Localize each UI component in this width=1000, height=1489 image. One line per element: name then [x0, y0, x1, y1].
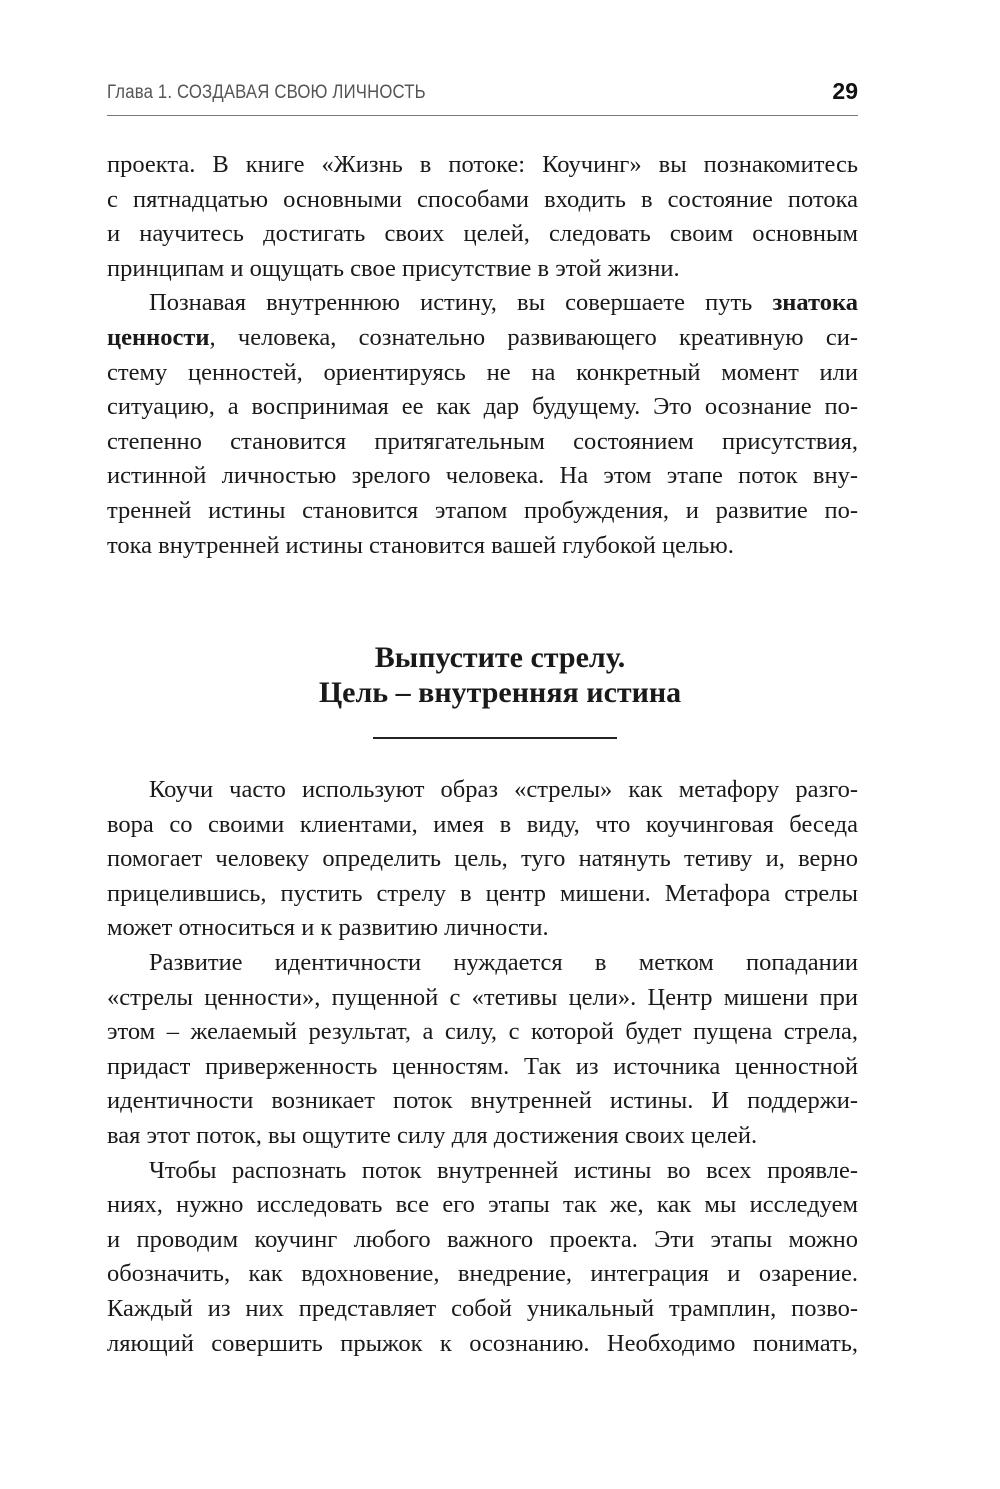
text-line	[107, 148, 858, 183]
text-span: прицелившись, пустить стрелу в центр мишени. Метафора стрелы	[107, 879, 858, 907]
text-line	[107, 252, 858, 287]
text-span: степенно становится притягательным состоянием присутствия,	[107, 427, 858, 455]
section-heading	[0, 640, 1000, 710]
text-span: идентичности возникает поток внутренней истины. И поддержи-	[107, 1087, 858, 1115]
text-line	[107, 773, 858, 808]
body-text-top	[107, 148, 858, 563]
text-span: этом – желаемый результат, а силу, с которой будет пущена стрела,	[107, 1018, 858, 1046]
body-text-bottom	[107, 773, 858, 1361]
text-line	[107, 1154, 858, 1189]
text-line	[107, 877, 858, 912]
chapter-title: Глава 1. СОЗДАВАЯ СВОЮ ЛИЧНОСТЬ	[107, 82, 426, 103]
text-span: с пятнадцатью основными способами входить в состояние потока	[107, 185, 858, 213]
text-span: Чтобы распознать поток внутренней истины во всех проявле-	[149, 1156, 858, 1184]
header-divider	[107, 115, 858, 116]
text-span: может относиться и к развитию личности.	[107, 914, 549, 942]
text-line	[107, 1327, 858, 1362]
text-line	[107, 183, 858, 218]
text-span: Развитие идентичности нуждается в метком попадании	[149, 948, 858, 976]
text-span: Познавая внутреннюю истину, вы совершаете путь	[149, 289, 773, 317]
paragraph	[107, 1154, 858, 1362]
text-span: Коучи часто используют образ «стрелы» как метафору разго-	[149, 776, 858, 803]
heading-divider	[373, 737, 617, 739]
text-line	[107, 1257, 858, 1292]
text-span: принципам и ощущать свое присутствие в этой жизни.	[107, 254, 680, 282]
text-line	[107, 946, 858, 981]
bold-term: знатока	[772, 289, 858, 317]
text-line	[107, 1188, 858, 1223]
running-header	[107, 78, 858, 106]
text-line	[107, 808, 858, 843]
text-span: вая этот поток, вы ощутите силу для достижения своих целей.	[107, 1121, 758, 1149]
paragraph	[107, 946, 858, 1154]
text-line	[107, 1119, 858, 1154]
text-span: ситуацию, а воспринимая ее как дар будущему. Это осознание по-	[107, 393, 858, 421]
text-line	[107, 1084, 858, 1119]
text-span: обозначить, как вдохновение, внедрение, интеграция и озарение.	[107, 1260, 858, 1288]
text-line	[107, 1223, 858, 1258]
text-line	[107, 321, 858, 356]
text-line	[107, 494, 858, 529]
text-line	[107, 981, 858, 1016]
text-span: и проводим коучинг любого важного проекта. Эти этапы можно	[107, 1225, 858, 1253]
paragraph	[107, 148, 858, 286]
text-span: придаст приверженность ценностям. Так из источника ценностной	[107, 1052, 858, 1080]
text-span: , человека, сознательно развивающего креативную си-	[209, 323, 858, 351]
section-heading-line-1: Выпустите стрелу.	[374, 641, 626, 674]
text-span: Каждый из них представляет собой уникальный трамплин, позво-	[107, 1294, 858, 1322]
text-span: проекта. В книге «Жизнь в потоке: Коучинг» вы познакомитесь	[107, 151, 858, 178]
section-heading-line-2: Цель – внутренняя истина	[318, 676, 682, 709]
text-line	[107, 1292, 858, 1327]
text-span: вора со своими клиентами, имея в виду, что коучинговая беседа	[107, 810, 858, 838]
text-span: тока внутренней истины становится вашей глубокой целью.	[107, 531, 734, 559]
text-line	[107, 425, 858, 460]
paragraph	[107, 286, 858, 563]
text-line	[107, 356, 858, 391]
text-line	[107, 1015, 858, 1050]
text-span: стему ценностей, ориентируясь не на конкретный момент или	[107, 358, 858, 386]
text-span: истинной личностью зрелого человека. На этом этапе поток вну-	[107, 462, 858, 490]
text-line	[107, 911, 858, 946]
text-span: ляющий совершить прыжок к осознанию. Необходимо понимать,	[107, 1329, 858, 1357]
text-line	[107, 217, 858, 252]
text-line	[107, 459, 858, 494]
text-span: тренней истины становится этапом пробуждения, и развитие по-	[107, 496, 858, 524]
page-number: 29	[832, 78, 858, 104]
text-line	[107, 390, 858, 425]
text-span: ниях, нужно исследовать все его этапы так же, как мы исследуем	[107, 1191, 858, 1219]
text-line	[107, 1050, 858, 1085]
text-span: и научитесь достигать своих целей, следовать своим основным	[107, 220, 858, 248]
text-span: «стрелы ценности», пущенной с «тетивы цели». Центр мишени при	[107, 983, 858, 1011]
text-line	[107, 529, 858, 564]
text-line	[107, 842, 858, 877]
paragraph	[107, 773, 858, 946]
text-line	[107, 286, 858, 321]
text-span: помогает человеку определить цель, туго натянуть тетиву и, верно	[107, 845, 858, 873]
bold-term: ценности	[107, 323, 210, 351]
